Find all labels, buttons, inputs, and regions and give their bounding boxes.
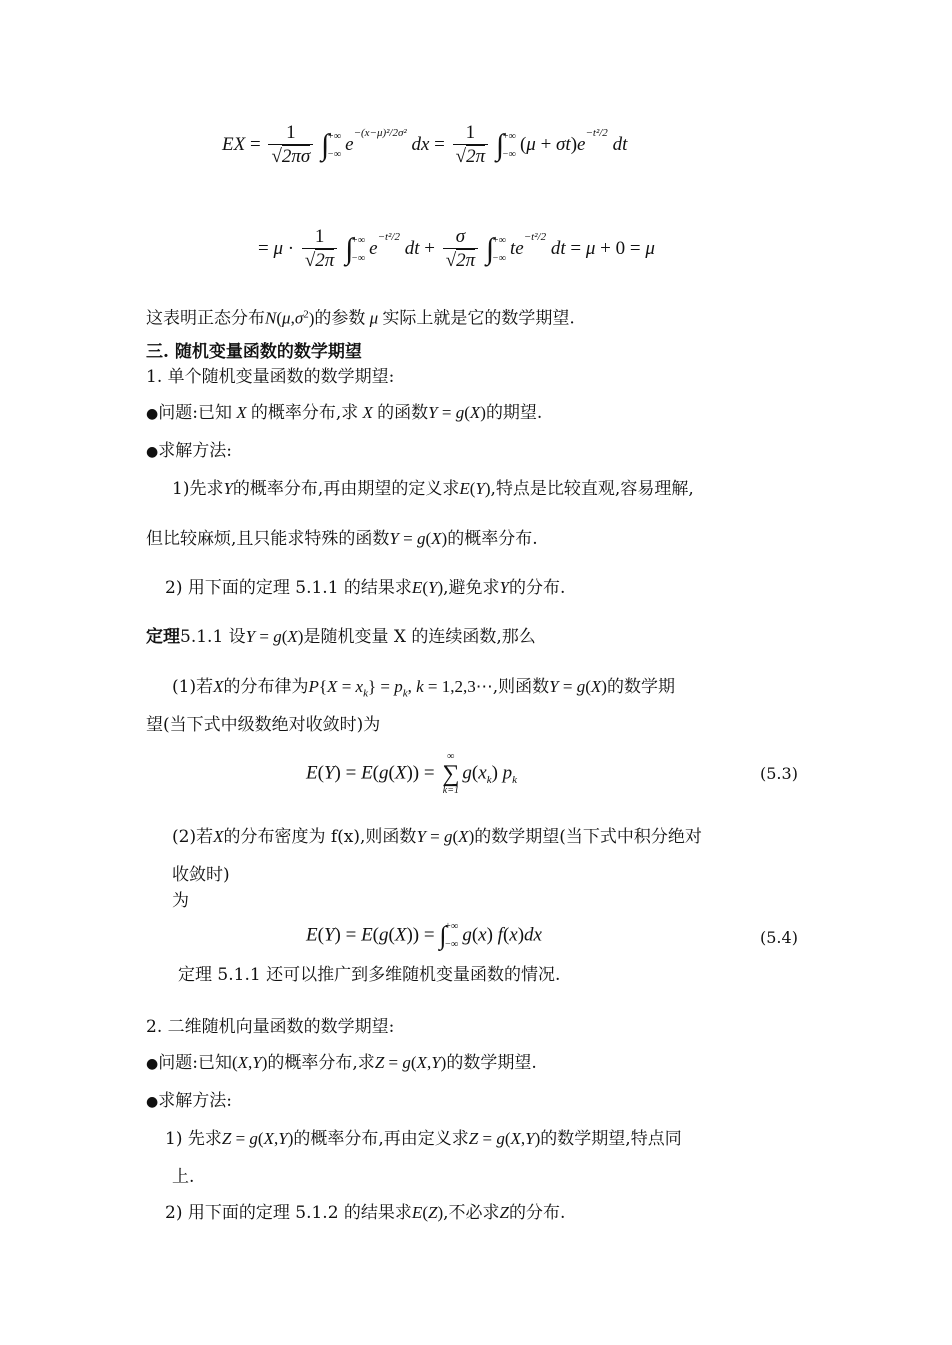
bullet-method-2: ●求解方法: (146, 1091, 232, 1111)
subsection-1: 1. 单个随机变量函数的数学期望: (146, 367, 395, 387)
equation-number-5-3: (5.3) (760, 764, 798, 783)
formula-5-3: E(Y) = E(g(X)) = ∞ ∑ $k=1g(x_k)$ $p_k$ (306, 751, 518, 796)
bullet-method-1: ●求解方法: (146, 441, 232, 461)
formula-normal-expectation-1: EX = $\frac{1}{√2\pi\sigma}$ ∫ +∞ −∞ $e^{-(x-\mu)^2/2\sigma^2}$ dx = $\frac{1}{√2\pi}$ ∫ +∞ −∞ $(\mu + \sigma t)e^{-t^2/2}$ dt (222, 122, 628, 167)
formula-normal-expectation-2: = μ · $\frac{1}{√2\pi}$ ∫ +∞ −∞ $e^{-t^2/2}$ dt + $\frac{\sigma}{√2\pi}$ ∫ +∞ −∞ $te^{-t^2/2}$ dt = μ + 0 = μ (258, 226, 655, 271)
theorem-extension-note: 定理 5.1.1 还可以推广到多维随机变量函数的情况. (178, 965, 561, 985)
theorem-case-1-cont: 望(当下式中级数绝对收敛时)为 (146, 715, 381, 735)
method-2-step-2: 2) 用下面的定理 5.1.2 的结果求E(Z),不必求Z的分布. (165, 1203, 566, 1223)
bullet-icon: ● (146, 444, 159, 460)
method-1-step-1: 1)先求Y的概率分布,再由期望的定义求E(Y),特点是比较直观,容易理解, (172, 479, 694, 499)
theorem-case-1: (1)若X的分布律为$P\{X = x_k\} = p_k$, k = 1,2,3⋯,则函数Y = g(X)的数学期 (172, 677, 675, 700)
method-2-step-1: 1) 先求Z = g(X,Y)的概率分布,再由定义求Z = g(X,Y)的数学期望,特点同 (165, 1129, 682, 1149)
theorem-case-2-cont2: 为 (172, 891, 189, 911)
bullet-icon: ● (146, 1094, 159, 1110)
bullet-icon: ● (146, 406, 159, 422)
theorem-case-2-cont: 收敛时) (172, 865, 230, 885)
method-1-step-2: 2) 用下面的定理 5.1.1 的结果求E(Y),避免求Y的分布. (165, 578, 566, 598)
theorem-5-1-1: 定理5.1.1 设Y = g(X)是随机变量 X 的连续函数,那么 (146, 627, 536, 647)
formula-5-4: E(Y) = E(g(X)) = ∫ +∞ −∞ g(x) f(x)dx (306, 921, 542, 950)
subsection-2: 2. 二维随机向量函数的数学期望: (146, 1017, 395, 1037)
bullet-problem-2: ●问题:已知(X,Y)的概率分布,求Z = g(X,Y)的数学期望. (146, 1053, 537, 1073)
bullet-problem-1: ●问题:已知 X 的概率分布,求 X 的函数Y = g(X)的期望. (146, 403, 543, 423)
section-heading-3: 三. 随机变量函数的数学期望 (146, 342, 362, 362)
bullet-icon: ● (146, 1056, 159, 1072)
equation-number-5-4: (5.4) (760, 928, 798, 947)
method-1-step-1-cont: 但比较麻烦,且只能求特殊的函数Y = g(X)的概率分布. (146, 529, 538, 549)
conclusion-paragraph: 这表明正态分布$N(\mu,\sigma^2)$的参数 μ 实际上就是它的数学期望. (146, 308, 575, 329)
method-2-step-1-cont: 上. (172, 1167, 195, 1187)
theorem-case-2: (2)若X的分布密度为 f(x),则函数Y = g(X)的数学期望(当下式中积分绝对 (172, 827, 702, 847)
